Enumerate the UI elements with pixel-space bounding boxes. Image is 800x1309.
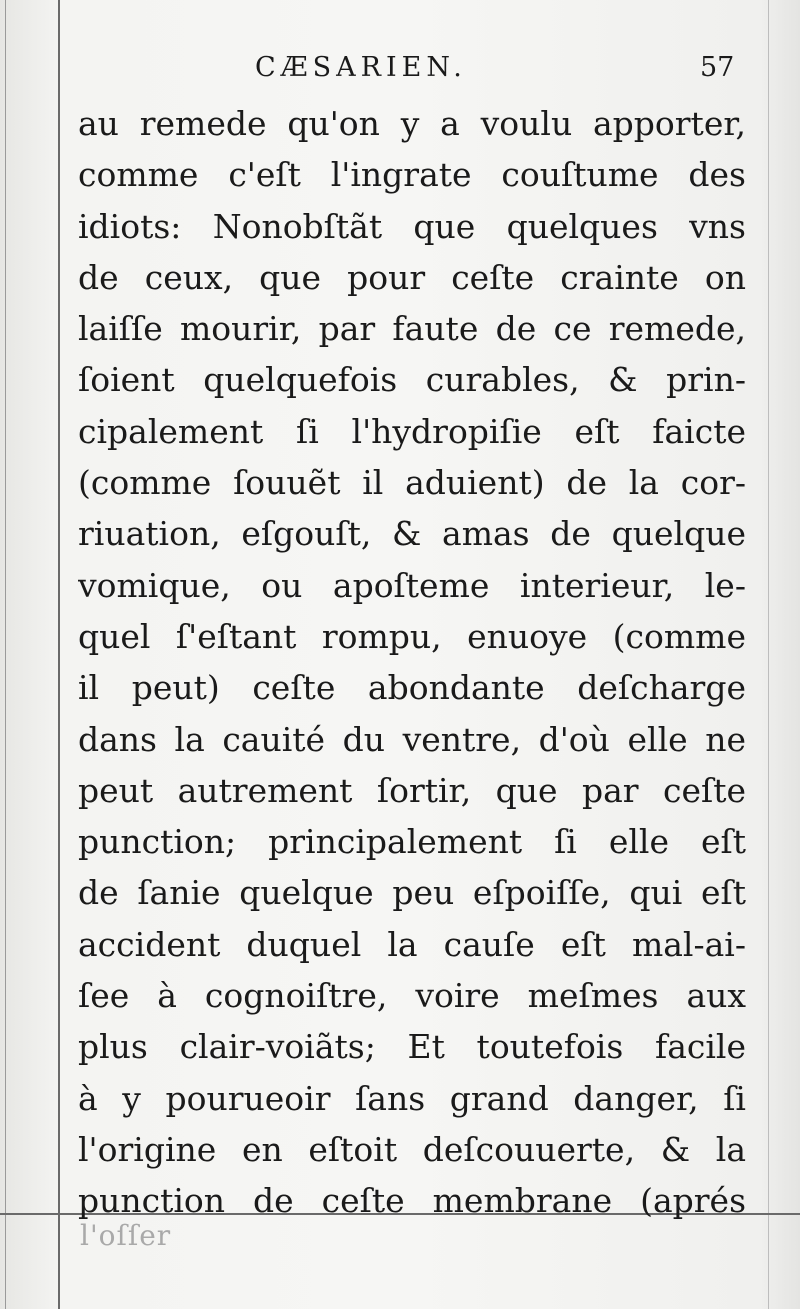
text-line: punction; principalement ſi elle eſt	[78, 822, 746, 862]
text-line: peut autrement ſortir, que par ceſte	[78, 770, 746, 810]
text-line: laiſſe mourir, par faute de ce remede,	[78, 309, 746, 349]
running-head: CÆSARIEN.	[255, 52, 467, 83]
text-line: idiots: Nonobſtãt que quelques vns	[78, 206, 746, 246]
left-edge-rule	[5, 0, 6, 1309]
text-line: punction de ceſte membrane (aprés	[78, 1181, 746, 1221]
text-line: accident duquel la cauſe eſt mal-ai-	[78, 924, 746, 964]
text-line: de ſanie quelque peu eſpoiſſe, qui eſt	[78, 873, 746, 913]
right-edge-rule	[768, 0, 769, 1309]
page-header	[0, 50, 800, 86]
text-line: quel ſ'eſtant rompu, enuoye (comme	[78, 616, 746, 656]
text-line: de ceux, que pour ceſte crainte on	[78, 257, 746, 297]
text-line: riuation, eſgouſt, & amas de quelque	[78, 514, 746, 554]
text-line: cipalement ſi l'hydropiſie eſt faicte	[78, 411, 746, 451]
text-line: au remede qu'on y a voulu apporter,	[78, 104, 746, 143]
text-line: il peut) ceſte abondante deſcharge	[78, 668, 746, 708]
text-line: ſoient quelquefois curables, & prin-	[78, 360, 746, 400]
text-line: (comme ſouuẽt il aduient) de la cor-	[78, 463, 746, 503]
catchword: l'oſſer	[80, 1219, 172, 1252]
text-line: plus clair-voiãts; Et toutefois facile	[78, 1027, 746, 1067]
text-line: à y pourueoir ſans grand danger, ſi	[78, 1078, 746, 1118]
text-line: l'origine en eſtoit deſcouuerte, & la	[78, 1129, 746, 1169]
text-line: vomique, ou apoſteme interieur, le-	[78, 565, 746, 605]
text-line: dans la cauité du ventre, d'où elle ne	[78, 719, 746, 759]
body-text	[78, 98, 746, 1227]
page-number: 57	[700, 52, 735, 83]
text-line: comme c'eſt l'ingrate couſtume des	[78, 155, 746, 195]
left-margin-rule	[58, 0, 60, 1309]
text-line: ſee à cognoiſtre, voire meſmes aux	[78, 976, 746, 1016]
